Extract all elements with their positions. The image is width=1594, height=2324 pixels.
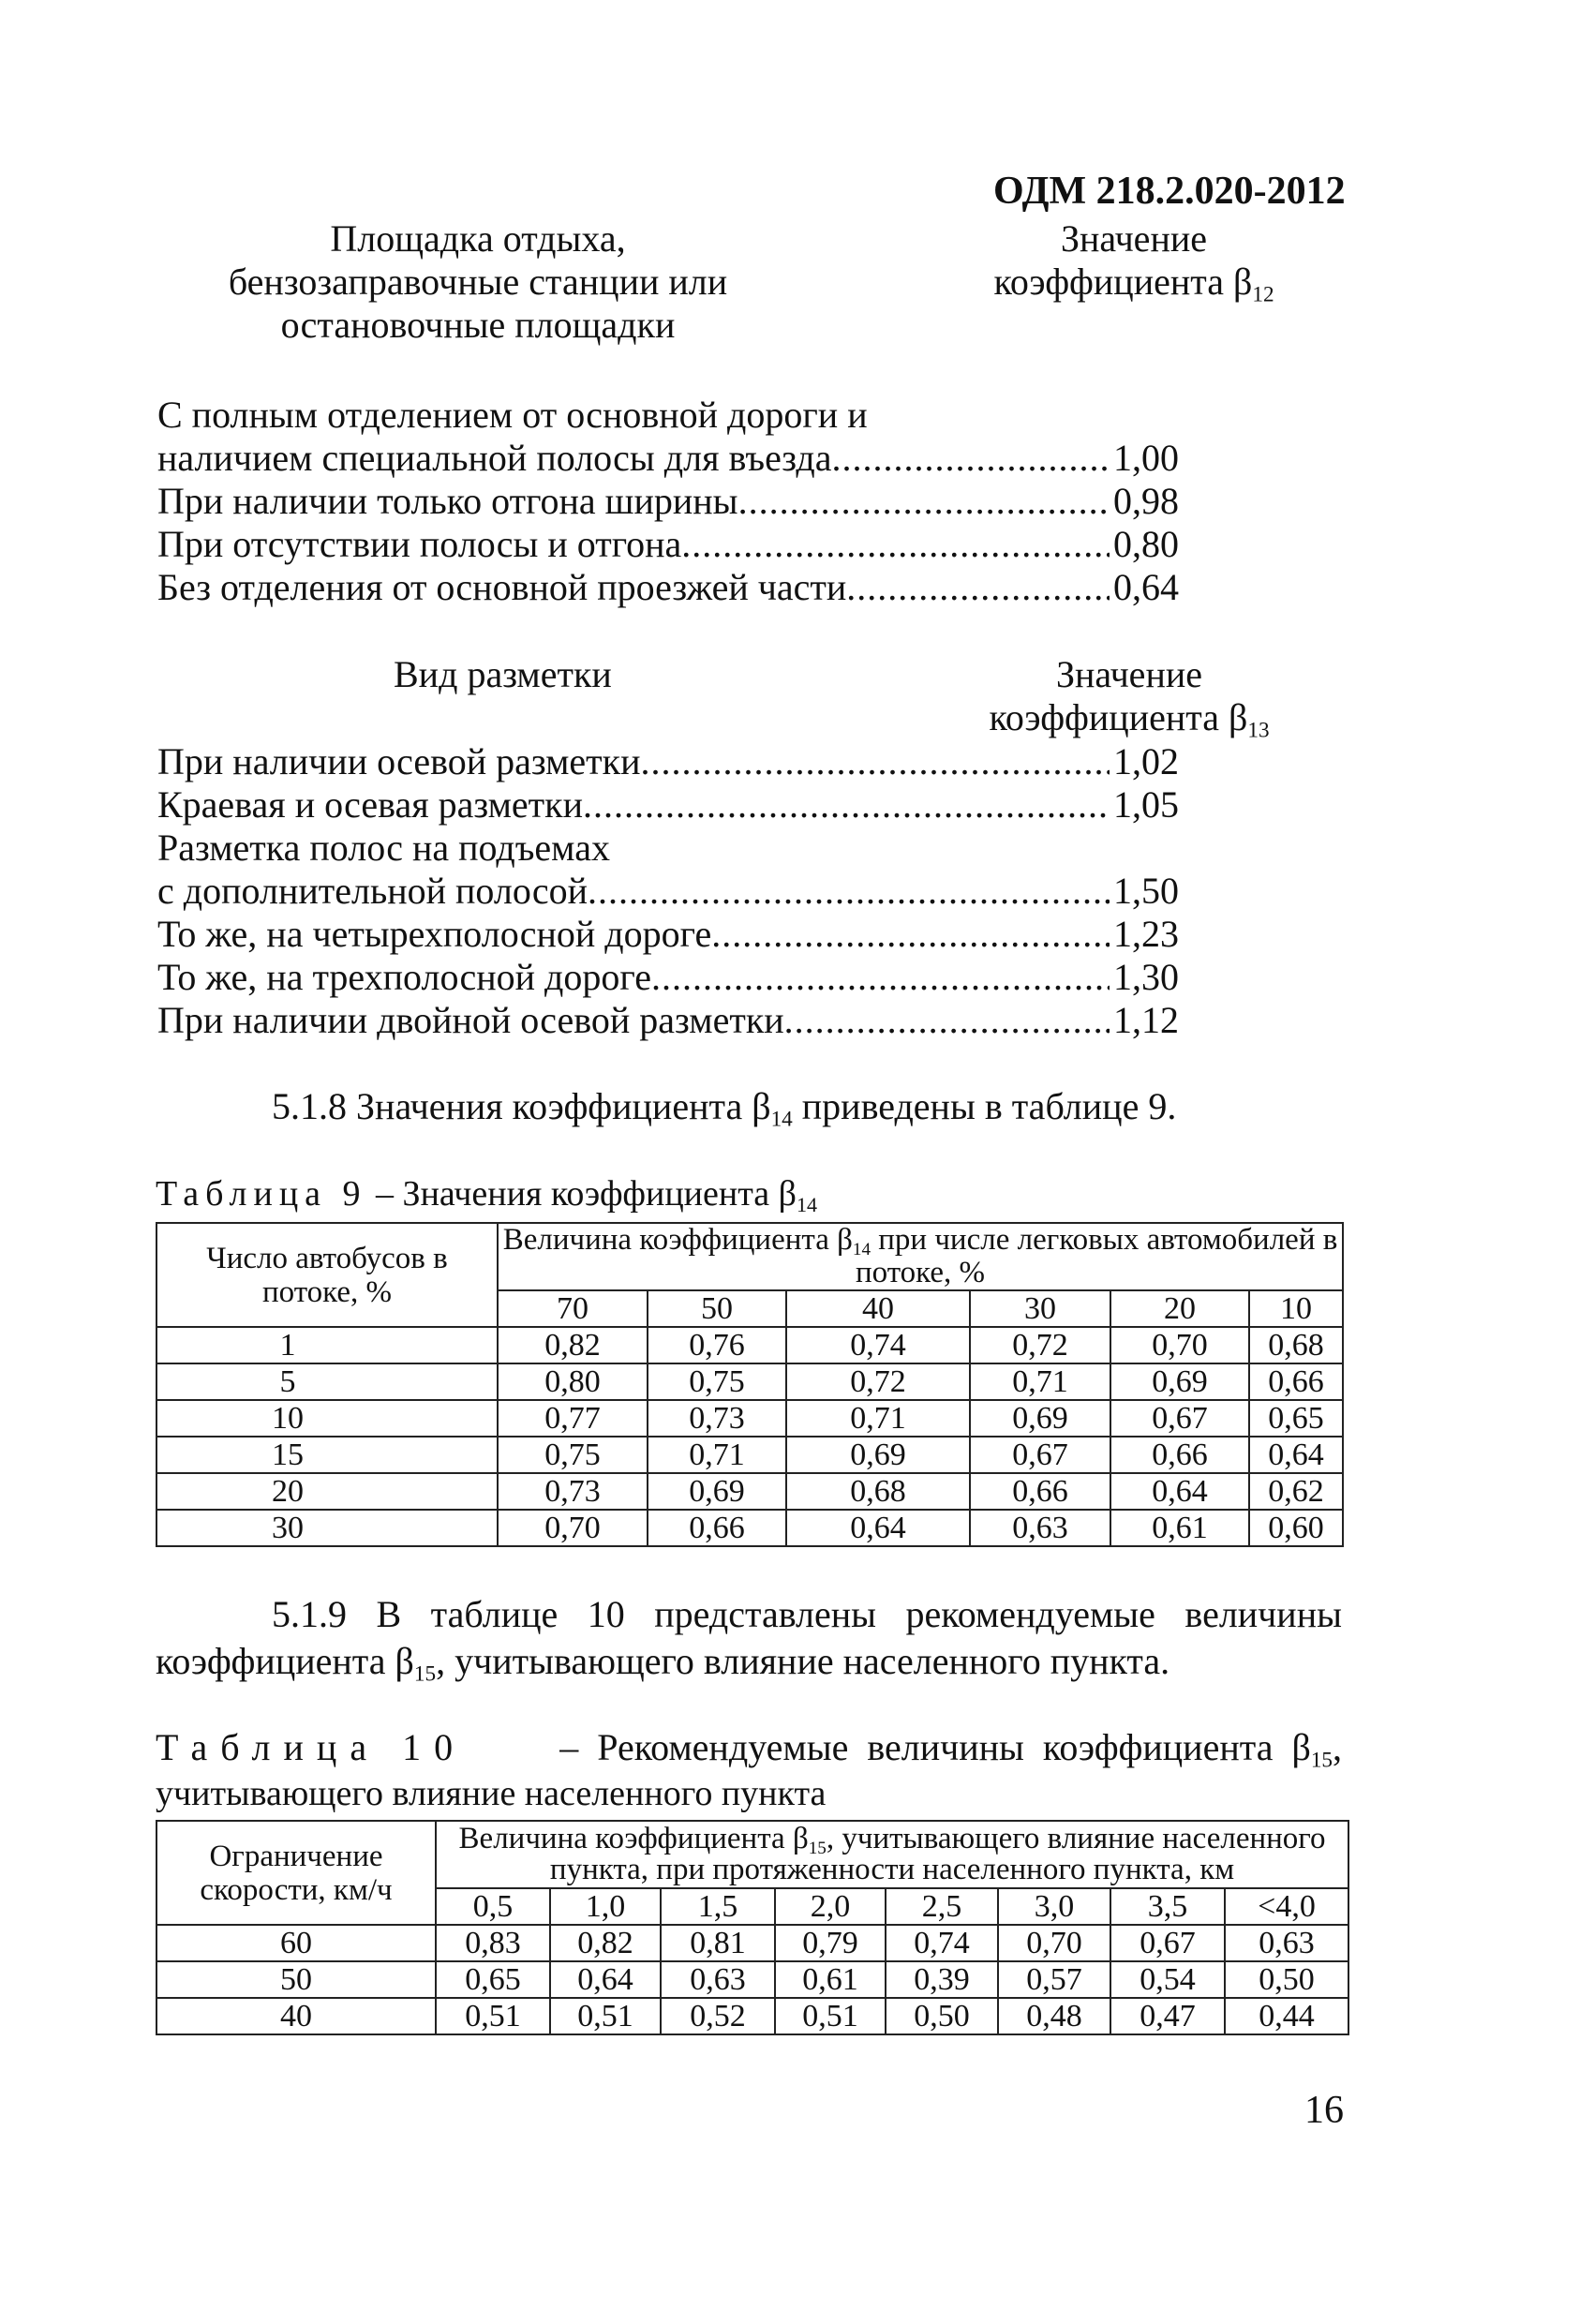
page-number: 16 — [1304, 2089, 1344, 2132]
table10-column-header: <4,0 — [1225, 1888, 1348, 1925]
b12-col2-line1: Значение — [1060, 217, 1208, 260]
leader-dots — [651, 956, 1110, 999]
paragraph-5-1-9-line2 — [156, 1640, 1170, 1687]
b12-col2-heading — [956, 217, 1312, 307]
table9-caption-subscript: 14 — [796, 1193, 817, 1217]
table9 — [156, 1222, 1344, 1547]
b13-row-label: Разметка полос на подъемах — [157, 827, 610, 869]
table10-caption-text: – Рекомендуемые величины коэффициента β — [559, 1726, 1311, 1768]
table-row — [156, 1363, 1343, 1400]
table10-column-header: 3,5 — [1110, 1888, 1225, 1925]
table10-cell: 0,39 — [886, 1961, 998, 1998]
table10-column-header: 0,5 — [436, 1888, 550, 1925]
table10-column-header: 2,5 — [886, 1888, 998, 1925]
table10-group-text: , учитывающего влияние населенного пункта, при протяженности населенного пункта, км — [549, 1822, 1326, 1886]
table10-cell: 0,52 — [661, 1998, 775, 2034]
table10-cell: 0,79 — [775, 1925, 886, 1961]
b14-subscript: 14 — [770, 1107, 793, 1132]
table10-caption-main — [559, 1726, 1342, 1773]
table10-cell: 0,51 — [775, 1998, 886, 2034]
b13-row-value: 1,02 — [1113, 740, 1179, 782]
b12-row — [157, 566, 1179, 609]
b13-row — [157, 999, 1179, 1042]
b13-row-label: То же, на трехполосной дороге — [157, 956, 652, 998]
table10-cell: 0,82 — [550, 1925, 661, 1961]
table-row — [156, 1473, 1343, 1510]
b13-row-value: 1,50 — [1113, 870, 1179, 912]
table9-caption-text: – Значения коэффициента β — [366, 1174, 797, 1214]
b12-row — [157, 437, 1179, 480]
table9-cell: 0,69 — [786, 1437, 970, 1473]
table10-group-header — [436, 1821, 1348, 1888]
b12-row — [157, 523, 1179, 566]
b12-col1-line: Площадка отдыха, — [330, 217, 626, 260]
b12-row-value: 0,98 — [1113, 480, 1179, 522]
b13-row-label: При наличии двойной осевой разметки — [157, 999, 784, 1041]
table10-cell: 0,50 — [1225, 1961, 1348, 1998]
table10-cell: 0,61 — [775, 1961, 886, 1998]
table9-cell: 0,71 — [970, 1363, 1110, 1400]
b13-row — [157, 740, 1179, 783]
table10-cell: 0,50 — [886, 1998, 998, 2034]
table10-cell: 0,67 — [1110, 1925, 1225, 1961]
table10-group-subscript: 15 — [808, 1839, 827, 1859]
table10-cell: 0,51 — [550, 1998, 661, 2034]
table10 — [156, 1820, 1349, 2035]
table9-cell: 0,72 — [786, 1363, 970, 1400]
table9-column-header: 30 — [970, 1290, 1110, 1327]
table9-cell: 0,62 — [1249, 1473, 1343, 1510]
leader-dots — [681, 523, 1110, 566]
b12-subscript: 12 — [1252, 282, 1274, 307]
b13-row — [157, 870, 1179, 913]
b13-row-value: 1,30 — [1113, 956, 1179, 998]
table9-cell: 0,69 — [1110, 1363, 1249, 1400]
table-row — [156, 1925, 1348, 1961]
table9-cell: 0,76 — [648, 1327, 786, 1363]
b15-subscript: 15 — [413, 1661, 437, 1687]
table10-caption-end: , — [1333, 1726, 1342, 1768]
table9-caption-prefix: Таблица 9 — [156, 1174, 367, 1214]
b13-col2-line2 — [975, 696, 1284, 743]
table9-caption — [156, 1173, 817, 1217]
table10-column-header: 1,5 — [661, 1888, 775, 1925]
table10-column-header: 1,0 — [550, 1888, 661, 1925]
table9-group-text: при числе легковых автомобилей в потоке, % — [855, 1223, 1338, 1289]
table10-cell: 0,57 — [998, 1961, 1110, 1998]
table9-cell: 0,82 — [498, 1327, 648, 1363]
table10-row-key: 50 — [156, 1961, 436, 1998]
table9-group-text: Величина коэффициента β — [502, 1223, 853, 1257]
table-row — [156, 1327, 1343, 1363]
table9-cell: 0,71 — [786, 1400, 970, 1437]
b13-row-value: 1,05 — [1113, 783, 1179, 826]
leader-dots — [846, 566, 1110, 609]
table9-cell: 0,60 — [1249, 1510, 1343, 1546]
table9-cell: 0,70 — [498, 1510, 648, 1546]
b12-row — [157, 480, 1179, 523]
b13-row-value: 1,23 — [1113, 913, 1179, 955]
table9-cell: 0,70 — [1110, 1327, 1249, 1363]
b13-subscript: 13 — [1247, 718, 1270, 743]
b13-row-value: 1,12 — [1113, 999, 1179, 1041]
table9-row-key: 30 — [156, 1510, 498, 1546]
table9-column-header: 50 — [648, 1290, 786, 1327]
table-row — [156, 1400, 1343, 1437]
b12-col2-line2 — [956, 261, 1312, 307]
table9-row-header: Число автобусов в потоке, % — [156, 1223, 498, 1327]
b12-row-value: 0,64 — [1113, 566, 1179, 608]
b12-col1-line: остановочные площадки — [280, 304, 676, 346]
table9-cell: 0,75 — [498, 1437, 648, 1473]
table-row — [156, 1437, 1343, 1473]
paragraph-text: , учитывающего влияние населенного пункта. — [436, 1640, 1170, 1682]
table10-caption-line2: учитывающего влияние населенного пункта — [156, 1774, 827, 1813]
document-id: ОДМ 218.2.020-2012 — [993, 170, 1346, 213]
table9-column-header: 40 — [786, 1290, 970, 1327]
table10-cell: 0,83 — [436, 1925, 550, 1961]
b13-row-label: с дополнительной полосой — [157, 870, 588, 912]
table9-cell: 0,75 — [648, 1363, 786, 1400]
table9-cell: 0,74 — [786, 1327, 970, 1363]
table9-cell: 0,69 — [648, 1473, 786, 1510]
table10-row-header: Ограничение скорости, км/ч — [156, 1821, 436, 1925]
table10-cell: 0,63 — [661, 1961, 775, 1998]
table10-cell: 0,51 — [436, 1998, 550, 2034]
table9-row-key: 5 — [156, 1363, 498, 1400]
table9-row-key: 20 — [156, 1473, 498, 1510]
table9-cell: 0,71 — [648, 1437, 786, 1473]
leader-dots — [738, 480, 1110, 523]
paragraph-5-1-8 — [272, 1085, 1177, 1132]
table10-cell: 0,44 — [1225, 1998, 1348, 2034]
b13-row — [157, 956, 1179, 999]
table9-cell: 0,67 — [970, 1437, 1110, 1473]
table10-row-key: 60 — [156, 1925, 436, 1961]
b12-row-label: Без отделения от основной проезжей части — [157, 566, 847, 608]
paragraph-text: коэффициента β — [156, 1640, 414, 1682]
table10-caption — [156, 1726, 1342, 1773]
table9-column-header: 20 — [1110, 1290, 1249, 1327]
table9-column-header: 70 — [498, 1290, 648, 1327]
table9-column-header: 10 — [1249, 1290, 1343, 1327]
table10-column-header: 2,0 — [775, 1888, 886, 1925]
b13-col2-line1: Значение — [1055, 653, 1203, 695]
b13-col1-heading: Вид разметки — [394, 653, 612, 695]
paragraph-text: 5.1.9 В таблице 10 представлены рекомендуемые величины — [272, 1593, 1342, 1635]
b12-row-label: С полным отделением от основной дороги и — [157, 394, 868, 436]
table10-cell: 0,48 — [998, 1998, 1110, 2034]
table10-cell: 0,65 — [436, 1961, 550, 1998]
table9-cell: 0,67 — [1110, 1400, 1249, 1437]
table-row — [156, 1961, 1348, 1998]
table9-cell: 0,77 — [498, 1400, 648, 1437]
b12-row-label: наличием специальной полосы для въезда — [157, 437, 832, 479]
b12-row-value: 1,00 — [1113, 437, 1179, 479]
table9-cell: 0,66 — [970, 1473, 1110, 1510]
b12-col2-text: коэффициента β — [993, 261, 1253, 303]
table9-cell: 0,66 — [1110, 1437, 1249, 1473]
b13-row — [157, 913, 1179, 956]
table9-cell: 0,64 — [1249, 1437, 1343, 1473]
table9-cell: 0,64 — [786, 1510, 970, 1546]
table10-cell: 0,70 — [998, 1925, 1110, 1961]
leader-dots — [832, 437, 1110, 480]
leader-dots — [784, 999, 1110, 1042]
table9-cell: 0,72 — [970, 1327, 1110, 1363]
b12-col1-heading — [178, 217, 778, 347]
table9-cell: 0,68 — [1249, 1327, 1343, 1363]
table9-cell: 0,80 — [498, 1363, 648, 1400]
b13-col2-heading — [975, 653, 1284, 743]
table10-cell: 0,74 — [886, 1925, 998, 1961]
table9-row-key: 15 — [156, 1437, 498, 1473]
table10-cell: 0,47 — [1110, 1998, 1225, 2034]
table9-cell: 0,63 — [970, 1510, 1110, 1546]
table9-cell: 0,66 — [1249, 1363, 1343, 1400]
leader-dots — [711, 913, 1110, 956]
table10-row-key: 40 — [156, 1998, 436, 2034]
table9-group-subscript: 14 — [852, 1240, 871, 1260]
table10-cell: 0,54 — [1110, 1961, 1225, 1998]
table9-cell: 0,68 — [786, 1473, 970, 1510]
table9-cell: 0,65 — [1249, 1400, 1343, 1437]
table-row — [156, 1998, 1348, 2034]
table-row — [156, 1510, 1343, 1546]
table9-cell: 0,69 — [970, 1400, 1110, 1437]
leader-dots — [641, 740, 1110, 783]
table10-cell: 0,64 — [550, 1961, 661, 1998]
table10-caption-subscript: 15 — [1310, 1748, 1333, 1773]
paragraph-text: 5.1.8 Значения коэффициента β — [272, 1085, 771, 1127]
table10-cell: 0,63 — [1225, 1925, 1348, 1961]
table9-cell: 0,73 — [498, 1473, 648, 1510]
b13-col2-text: коэффициента β — [989, 696, 1248, 738]
leader-dots — [588, 870, 1110, 913]
paragraph-text: приведены в таблице 9. — [792, 1085, 1177, 1127]
b12-row-label: При наличии только отгона ширины — [157, 480, 738, 522]
table9-group-header — [498, 1223, 1343, 1290]
table9-row-key: 10 — [156, 1400, 498, 1437]
table10-group-text: Величина коэффициента β — [458, 1822, 809, 1855]
table9-cell: 0,64 — [1110, 1473, 1249, 1510]
table10-column-header: 3,0 — [998, 1888, 1110, 1925]
table9-cell: 0,73 — [648, 1400, 786, 1437]
leader-dots — [583, 783, 1110, 827]
b13-row-label: Краевая и осевая разметки — [157, 783, 583, 826]
table9-cell: 0,66 — [648, 1510, 786, 1546]
paragraph-5-1-9-line1 — [156, 1593, 1342, 1636]
b13-row — [157, 783, 1179, 827]
b12-row-value: 0,80 — [1113, 523, 1179, 565]
b12-col1-line: бензозаправочные станции или — [228, 261, 728, 303]
b12-row-label: При отсутствии полосы и отгона — [157, 523, 682, 565]
b13-row-label: При наличии осевой разметки — [157, 740, 641, 782]
table10-caption-prefix: Таблица 10 — [156, 1726, 467, 1768]
table10-cell: 0,81 — [661, 1925, 775, 1961]
table9-cell: 0,61 — [1110, 1510, 1249, 1546]
b13-row-label: То же, на четырехполосной дороге — [157, 913, 712, 955]
table9-row-key: 1 — [156, 1327, 498, 1363]
